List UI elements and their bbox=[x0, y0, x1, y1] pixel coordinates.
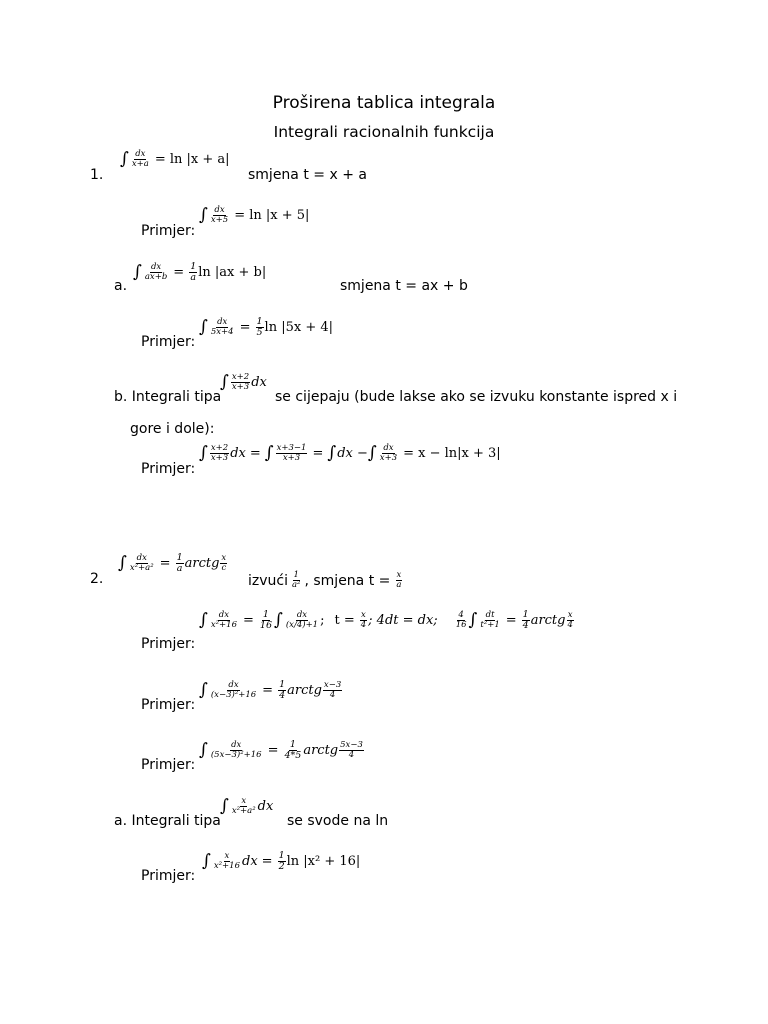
example-formula-2-3: ∫ $\frac{dx}{\text{(5x−3)²+16}}$ = $\frac{1}{4*5}$ arctg $\frac{5x-3}{4}$ bbox=[199, 739, 363, 762]
page-subtitle: Integrali racionalnih funkcija bbox=[273, 123, 495, 141]
example-label: Primjer: bbox=[141, 757, 196, 773]
example-formula-1a: ∫ $\frac{dx}{5x+4}$ = $\frac{1}{5}$ ln |5x + 4| bbox=[199, 316, 333, 339]
section-2a-text: se svode na ln bbox=[287, 813, 389, 829]
item-number-2: 2. bbox=[90, 571, 104, 587]
formula-2: ∫ $\frac{dx}{\text{x²+a²}}$ = $\frac{1}{a}$ arctg $\frac{x}{c}$ bbox=[118, 552, 227, 575]
section-2a-prefix: a. Integrali tipa bbox=[114, 813, 221, 829]
note-text: izvući bbox=[248, 572, 288, 589]
example-label: Primjer: bbox=[141, 461, 196, 477]
page-title: Proširena tablica integrala bbox=[272, 93, 496, 113]
section-b-prefix: b. Integrali tipa bbox=[114, 389, 222, 405]
example-label: Primjer: bbox=[141, 334, 196, 350]
example-formula-2-1: ∫ $\frac{dx}{\text{x²+16}}$ = $\frac{1}{16}$ ∫ $\frac{dx}{(x/4)+1}$ ; t = $\frac{x}{4}$ ; 4dt = dx; $\frac{4}{16}$ ∫ $\frac{dt}{\text{t²+1}}$ = $\frac{1}{4}$ arctg $\frac{x}{4}$ bbox=[199, 609, 573, 632]
formula-1: ∫ $\frac{dx}{x+a}$ = ln |x + a| bbox=[120, 149, 230, 170]
example-label: Primjer: bbox=[141, 636, 196, 652]
example-label: Primjer: bbox=[141, 697, 196, 713]
section-b-text-continued: gore i dole): bbox=[130, 421, 215, 437]
formula-1b-type: ∫ $\frac{x+2}{x+3}$ dx bbox=[220, 372, 267, 393]
example-label: Primjer: bbox=[141, 868, 196, 884]
item-label-a: a. bbox=[114, 278, 128, 294]
note-text-2: , smjena t = bbox=[304, 572, 391, 589]
example-formula-1b: ∫ $\frac{x+2}{x+3}$ dx = ∫ $\frac{x+3-1}{x+3}$ = ∫ dx − ∫ $\frac{dx}{x+3}$ = x − ln|x + 3| bbox=[199, 443, 501, 464]
note-fraction: $\frac{1}{\text{a²}}$ bbox=[291, 570, 301, 591]
formula-1a: ∫ $\frac{dx}{ax+b}$ = $\frac{1}{a}$ ln |ax + b| bbox=[133, 261, 267, 284]
substitution-note-1a: smjena t = ax + b bbox=[340, 278, 468, 294]
example-formula-2-2: ∫ $\frac{dx}{\text{(x−3)²+16}}$ = $\frac{1}{4}$ arctg $\frac{x-3}{4}$ bbox=[199, 679, 342, 702]
section-b-text: se cijepaju (bude lakse ako se izvuku konstante ispred x i bbox=[275, 389, 678, 405]
example-label: Primjer: bbox=[141, 223, 196, 239]
formula-2a-type: ∫ $\frac{x}{\text{x²+a²}}$ dx bbox=[220, 796, 274, 817]
substitution-note-2 bbox=[248, 571, 403, 591]
example-formula-1: ∫ $\frac{dx}{x+5}$ = ln |x + 5| bbox=[199, 205, 310, 226]
note-fraction-t: $\frac{x}{a}$ bbox=[396, 570, 402, 591]
example-formula-2a: ∫ $\frac{x}{\text{x²+16}}$ dx = $\frac{1}{2}$ ln |x² + 16| bbox=[202, 850, 361, 873]
substitution-note-1: smjena t = x + a bbox=[248, 167, 367, 183]
item-number-1: 1. bbox=[90, 167, 104, 183]
